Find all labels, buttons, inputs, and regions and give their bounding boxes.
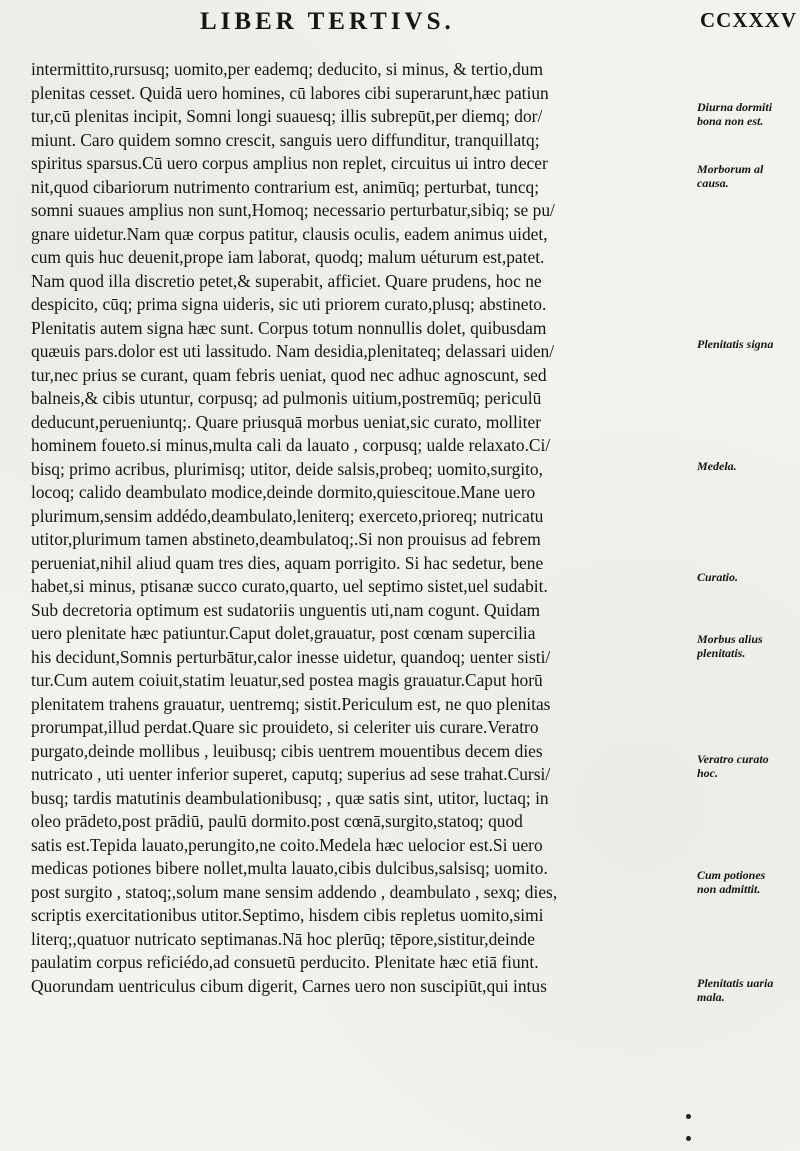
marginal-note: Curatio. [697,570,739,584]
text-line: quæuis pars.dolor est uti lassitudo. Nam desidia,plenitateq; delassari uiden/ [31,341,555,361]
marginal-note: Plenitatis uaria mala. [697,976,774,1004]
text-line: plenitatem trahens grauatur, uentremq; sistit.Periculum est, ne quo plenitas [31,693,551,714]
text-line: Quorundam uentriculus cibum digerit, Carnes uero non suscipiūt,qui intus [31,975,547,996]
text-line: gnare uidetur.Nam quæ corpus patitur, clausis oculis, eadem animus uidet, [31,223,548,244]
text-line: hominem foueto.si minus,multa cali da lauato , corpusq; ualde relaxato.Ci/ [31,435,551,455]
text-line: nit,quod cibariorum nutrimento contrarium est, animūq; perturbat, tuncq; [31,176,540,197]
text-line: literq;,quatuor nutricato septimanas.Nā hoc plerūq; tēpore,sistitur,deinde [31,928,535,949]
body-text [31,58,683,998]
text-line: spiritus sparsus.Cū uero corpus amplius non replet, circuitus ui intro decer [31,153,548,173]
ink-dot [686,1136,691,1141]
folio-number: CCXXXV [700,8,797,32]
text-line: busq; tardis matutinis deambulationibusq; , quæ satis sint, utitor, luctaq; in [31,787,549,808]
marginal-note: Medela. [697,459,737,473]
marginal-note: Diurna dormiti bona non est. [697,100,773,128]
text-line: uero plenitate hæc patiuntur.Caput dolet,grauatur, post cœnam supercilia [31,623,536,643]
text-line: locoq; calido deambulato modice,deinde dormito,quiescitoue.Mane uero [31,482,536,502]
text-line: balneis,& cibis utuntur, corpusq; ad pulmonis uitium,postremūq; periculū [31,388,542,408]
text-line: plenitas cesset. Quidā uero homines, cū labores cibi superarunt,hæc patiun [31,82,549,103]
text-line: oleo prādeto,post prādiū, paulū dormito.post cœnā,surgito,statoq; quod [31,811,523,831]
text-line: his decidunt,Somnis perturbātur,calor inesse uidetur, quandoq; uenter sisti/ [31,646,551,667]
text-line: perueniat,nihil aliud quam tres dies, aquam porrigito. Si hac sedetur, bene [31,552,544,573]
text-line: Plenitatis autem signa hæc sunt. Corpus totum nonnullis dolet, quibusdam [31,317,547,338]
text-line: satis est.Tepida lauato,perungito,ne coito.Medela hæc uelocior est.Si uero [31,834,543,855]
marginal-note: Cum potiones non admittit. [697,868,766,896]
running-head: LIBER TERTIVS. [200,8,455,35]
text-line: bisq; primo acribus, plurimisq; utitor, deide salsis,probeq; uomito,surgito, [31,458,543,479]
marginal-note: Morbus alius plenitatis. [697,632,763,660]
text-line: somni suaues amplius non sunt,Homoq; necessario perturbatur,sibiq; se pu/ [31,200,555,220]
text-line: tur,nec prius se curant, quam febris ueniat, quod nec adhuc agnoscunt, sed [31,364,547,385]
text-line: paulatim corpus reficiédo,ad consuetū perducito. Plenitate hæc etiā fiunt. [31,952,539,972]
text-line: intermittito,rursusq; uomito,per eademq; deducito, si minus, & tertio,dum [31,59,543,79]
marginal-note: Morborum al causa. [697,162,764,190]
text-line: habet,si minus, ptisanæ succo curato,quarto, uel septimo sistet,uel sudabit. [31,576,548,596]
text-line: post surgito , statoq;,solum mane sensim addendo , deambulato , sexq; dies, [31,881,558,902]
marginal-note: Veratro curato hoc. [697,752,769,780]
text-line: scriptis exercitationibus utitor.Septimo, hisdem cibis repletus uomito,simi [31,905,544,925]
text-line: purgato,deinde mollibus , leuibusq; cibis uentrem mouentibus decem dies [31,740,543,761]
text-line: cum quis huc deuenit,prope iam laborat, quodq; malum uéturum est,patet. [31,247,545,267]
text-line: Nam quod illa discretio petet,& superabit, afficiet. Quare prudens, hoc ne [31,270,542,291]
text-line: tur.Cum autem coiuit,statim leuatur,sed postea magis grauatur.Caput horū [31,670,543,690]
text-line: Sub decretoria optimum est sudatoriis unguentis uti,nam cogunt. Quidam [31,599,541,620]
text-line: nutricato , uti uenter inferior superet, caputq; superius ad sese trahat.Cursi/ [31,764,551,784]
marginal-note: Plenitatis signa [697,337,774,351]
text-line: plurimum,sensim addédo,deambulato,leniterq; exerceto,prioreq; nutricatu [31,505,544,526]
text-line: tur,cū plenitas incipit, Somni longi suauesq; illis subrepūt,per diemq; dor/ [31,106,543,126]
text-line: prorumpat,illud perdat.Quare sic prouideto, si celeriter uis curare.Veratro [31,717,539,737]
ink-dot [686,1114,691,1119]
text-line: utitor,plurimum tamen abstineto,deambulatoq;.Si non prouisus ad febrem [31,529,541,549]
text-line: medicas potiones bibere nollet,multa lauato,cibis dulcibus,salsisq; uomito. [31,858,548,878]
text-line: despicito, cūq; prima signa uideris, sic uti priorem curato,plusq; abstineto. [31,294,547,314]
text-line: deducunt,perueniuntq;. Quare priusquā morbus ueniat,sic curato, molliter [31,411,541,432]
text-line: miunt. Caro quidem somno crescit, sanguis uero diffunditur, tranquillatq; [31,129,540,150]
